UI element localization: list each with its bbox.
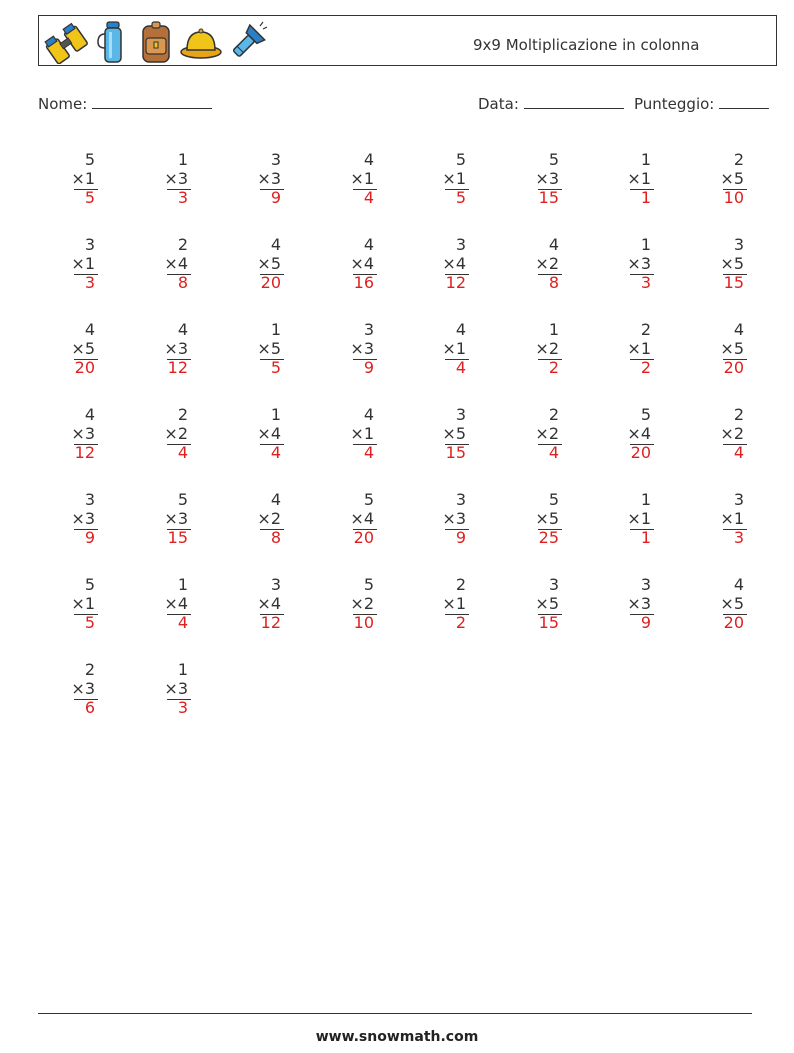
problem-item (314, 150, 374, 220)
multiplier: ×3 (442, 509, 466, 528)
problem-item (221, 235, 281, 305)
answer: 15 (723, 273, 744, 292)
problem-item (128, 405, 188, 475)
multiplier: ×5 (720, 254, 744, 273)
answer: 15 (538, 613, 559, 632)
problem-item (314, 235, 374, 305)
answer: 4 (363, 443, 374, 462)
multiplier: ×1 (442, 339, 466, 358)
multiplier: ×1 (442, 169, 466, 188)
problem-item (499, 150, 559, 220)
multiplier: ×2 (535, 424, 559, 443)
problem-item (128, 660, 188, 730)
multiplicand: 2 (177, 405, 188, 424)
answer: 2 (548, 358, 559, 377)
multiplicand: 4 (363, 235, 374, 254)
multiplier: ×5 (442, 424, 466, 443)
problem-item (35, 660, 95, 730)
multiplicand: 3 (363, 320, 374, 339)
problem-item (499, 575, 559, 645)
answer: 8 (270, 528, 281, 547)
problem-item (591, 235, 651, 305)
problem-item (128, 150, 188, 220)
problem-item (406, 320, 466, 390)
problem-item (221, 150, 281, 220)
answer: 15 (538, 188, 559, 207)
multiplicand: 1 (270, 320, 281, 339)
multiplier: ×3 (71, 679, 95, 698)
answer: 6 (84, 698, 95, 717)
answer: 10 (353, 613, 374, 632)
problem-item (221, 405, 281, 475)
multiplicand: 4 (548, 235, 559, 254)
multiplicand: 2 (84, 660, 95, 679)
multiplier: ×3 (627, 254, 651, 273)
multiplicand: 2 (640, 320, 651, 339)
answer: 1 (640, 188, 651, 207)
multiplicand: 5 (363, 490, 374, 509)
problem-item (128, 575, 188, 645)
answer: 5 (455, 188, 466, 207)
multiplier: ×2 (535, 339, 559, 358)
multiplicand: 3 (640, 575, 651, 594)
answer: 15 (167, 528, 188, 547)
problem-item (221, 575, 281, 645)
multiplier: ×2 (720, 424, 744, 443)
problem-item (406, 575, 466, 645)
multiplicand: 1 (640, 490, 651, 509)
multiplier: ×5 (720, 169, 744, 188)
problem-item (591, 490, 651, 560)
problem-item (684, 490, 744, 560)
problem-item (35, 575, 95, 645)
multiplicand: 5 (363, 575, 374, 594)
multiplier: ×2 (350, 594, 374, 613)
problem-item (221, 490, 281, 560)
answer: 5 (84, 188, 95, 207)
answer: 4 (177, 443, 188, 462)
answer: 4 (270, 443, 281, 462)
answer: 9 (363, 358, 374, 377)
multiplier: ×4 (164, 594, 188, 613)
problem-item (35, 150, 95, 220)
problem-item (314, 405, 374, 475)
multiplicand: 2 (455, 575, 466, 594)
answer: 15 (445, 443, 466, 462)
multiplier: ×4 (164, 254, 188, 273)
problem-item (684, 575, 744, 645)
answer: 8 (548, 273, 559, 292)
answer: 5 (84, 613, 95, 632)
multiplicand: 3 (455, 490, 466, 509)
multiplicand: 4 (363, 405, 374, 424)
answer: 3 (733, 528, 744, 547)
multiplicand: 1 (548, 320, 559, 339)
answer: 20 (723, 613, 744, 632)
problem-item (499, 320, 559, 390)
multiplier: ×1 (720, 509, 744, 528)
multiplier: ×2 (535, 254, 559, 273)
multiplier: ×4 (257, 424, 281, 443)
multiplier: ×5 (535, 594, 559, 613)
multiplier: ×4 (627, 424, 651, 443)
answer: 12 (445, 273, 466, 292)
answer: 4 (177, 613, 188, 632)
multiplier: ×1 (71, 169, 95, 188)
multiplier: ×3 (164, 169, 188, 188)
answer: 12 (74, 443, 95, 462)
multiplicand: 3 (270, 575, 281, 594)
worksheet-title: 9x9 Moltiplicazione in colonna (473, 36, 700, 54)
multiplicand: 3 (455, 235, 466, 254)
multiplicand: 1 (177, 575, 188, 594)
multiplicand: 1 (270, 405, 281, 424)
multiplier: ×1 (627, 339, 651, 358)
multiplicand: 5 (84, 150, 95, 169)
multiplicand: 1 (177, 150, 188, 169)
answer: 20 (74, 358, 95, 377)
multiplicand: 2 (733, 150, 744, 169)
multiplier: ×4 (442, 254, 466, 273)
answer: 5 (270, 358, 281, 377)
multiplicand: 5 (455, 150, 466, 169)
multiplier: ×3 (164, 509, 188, 528)
multiplier: ×3 (535, 169, 559, 188)
problem-item (314, 490, 374, 560)
multiplicand: 5 (548, 490, 559, 509)
multiplier: ×3 (164, 339, 188, 358)
multiplier: ×5 (257, 339, 281, 358)
problem-item (684, 320, 744, 390)
multiplicand: 3 (733, 235, 744, 254)
answer: 4 (455, 358, 466, 377)
multiplicand: 3 (84, 235, 95, 254)
answer: 9 (455, 528, 466, 547)
multiplicand: 2 (177, 235, 188, 254)
multiplicand: 5 (640, 405, 651, 424)
answer: 25 (538, 528, 559, 547)
answer: 1 (640, 528, 651, 547)
multiplier: ×3 (71, 509, 95, 528)
multiplicand: 2 (733, 405, 744, 424)
problem-item (35, 235, 95, 305)
multiplier: ×1 (350, 424, 374, 443)
date-label: Data: (478, 95, 519, 113)
problem-item (499, 490, 559, 560)
answer: 9 (270, 188, 281, 207)
problem-item (128, 490, 188, 560)
multiplicand: 4 (363, 150, 374, 169)
problem-item (499, 235, 559, 305)
multiplier: ×1 (627, 509, 651, 528)
multiplier: ×1 (71, 594, 95, 613)
multiplier: ×1 (350, 169, 374, 188)
multiplier: ×3 (350, 339, 374, 358)
answer: 4 (363, 188, 374, 207)
multiplier: ×3 (627, 594, 651, 613)
problem-item (35, 490, 95, 560)
problem-item (406, 235, 466, 305)
multiplier: ×4 (257, 594, 281, 613)
multiplicand: 3 (84, 490, 95, 509)
answer: 12 (167, 358, 188, 377)
multiplier: ×5 (720, 339, 744, 358)
multiplicand: 4 (84, 320, 95, 339)
multiplicand: 4 (177, 320, 188, 339)
multiplier: ×3 (164, 679, 188, 698)
footer-site: www.snowmath.com (315, 1029, 479, 1045)
multiplicand: 4 (733, 575, 744, 594)
answer: 16 (353, 273, 374, 292)
answer: 3 (177, 698, 188, 717)
multiplicand: 2 (548, 405, 559, 424)
problem-item (684, 235, 744, 305)
problem-item (35, 405, 95, 475)
multiplier: ×3 (71, 424, 95, 443)
multiplicand: 4 (270, 235, 281, 254)
answer: 20 (630, 443, 651, 462)
answer: 3 (640, 273, 651, 292)
multiplier: ×3 (257, 169, 281, 188)
multiplicand: 1 (640, 235, 651, 254)
multiplicand: 5 (548, 150, 559, 169)
problem-item (406, 150, 466, 220)
multiplier: ×2 (164, 424, 188, 443)
multiplicand: 1 (177, 660, 188, 679)
multiplicand: 5 (177, 490, 188, 509)
problem-item (591, 150, 651, 220)
multiplicand: 3 (455, 405, 466, 424)
multiplicand: 4 (84, 405, 95, 424)
problem-item (35, 320, 95, 390)
multiplicand: 1 (640, 150, 651, 169)
multiplicand: 3 (270, 150, 281, 169)
answer: 2 (640, 358, 651, 377)
answer: 12 (260, 613, 281, 632)
answer: 9 (640, 613, 651, 632)
multiplicand: 4 (455, 320, 466, 339)
multiplicand: 5 (84, 575, 95, 594)
multiplier: ×5 (71, 339, 95, 358)
score-label: Punteggio: (634, 95, 715, 113)
answer: 4 (548, 443, 559, 462)
multiplicand: 4 (270, 490, 281, 509)
answer: 8 (177, 273, 188, 292)
problem-item (684, 405, 744, 475)
problem-item (128, 235, 188, 305)
problem-item (684, 150, 744, 220)
problem-item (591, 575, 651, 645)
problem-item (406, 490, 466, 560)
problem-item (499, 405, 559, 475)
problem-item (591, 405, 651, 475)
multiplier: ×2 (257, 509, 281, 528)
multiplier: ×4 (350, 254, 374, 273)
name-label: Nome: (38, 95, 88, 113)
multiplier: ×1 (71, 254, 95, 273)
multiplier: ×1 (627, 169, 651, 188)
problem-item (314, 575, 374, 645)
answer: 3 (177, 188, 188, 207)
answer: 20 (723, 358, 744, 377)
answer: 10 (723, 188, 744, 207)
multiplier: ×5 (257, 254, 281, 273)
answer: 4 (733, 443, 744, 462)
multiplier: ×4 (350, 509, 374, 528)
multiplier: ×5 (535, 509, 559, 528)
answer: 20 (260, 273, 281, 292)
multiplicand: 3 (733, 490, 744, 509)
problem-item (314, 320, 374, 390)
multiplicand: 4 (733, 320, 744, 339)
problem-item (128, 320, 188, 390)
problem-item (221, 320, 281, 390)
answer: 3 (84, 273, 95, 292)
problem-item (591, 320, 651, 390)
answer: 2 (455, 613, 466, 632)
footer-divider (38, 1013, 752, 1014)
multiplier: ×1 (442, 594, 466, 613)
answer: 9 (84, 528, 95, 547)
multiplier: ×5 (720, 594, 744, 613)
multiplicand: 3 (548, 575, 559, 594)
problem-item (406, 405, 466, 475)
answer: 20 (353, 528, 374, 547)
